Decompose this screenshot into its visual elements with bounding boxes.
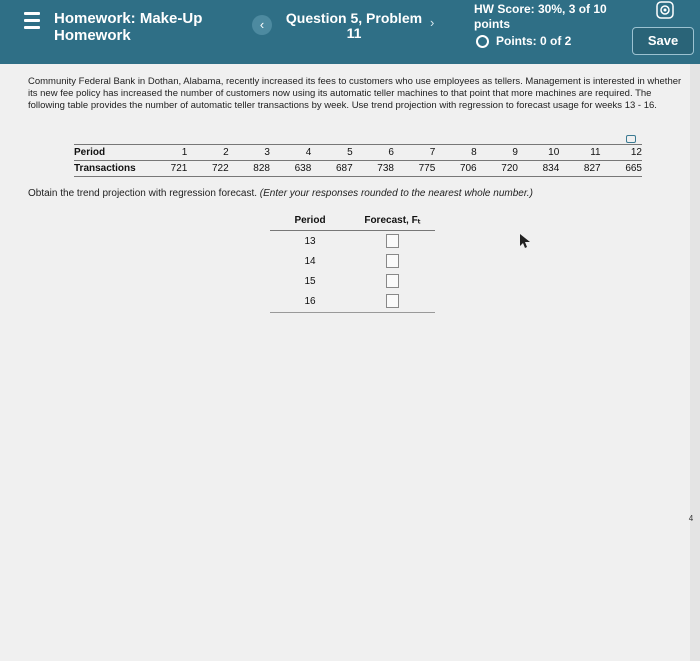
side-badge: 4 (688, 514, 694, 523)
prompt-lead: Obtain the trend projection with regression forecast. (28, 188, 258, 199)
forecast-cell (350, 291, 435, 313)
forecast-period-cell: 14 (304, 255, 316, 267)
forecast-period-cell: 13 (304, 235, 316, 247)
hw-score-line1: HW Score: 30%, 3 of 10 (474, 2, 607, 16)
forecast-input[interactable] (386, 294, 399, 308)
transactions-cell: 775 (394, 161, 435, 177)
period-cell: 7 (394, 145, 435, 161)
period-cell: 11 (559, 145, 600, 161)
forecast-period-header: Period (270, 213, 350, 231)
prompt-instruction: (Enter your responses rounded to the nearest whole number.) (259, 188, 533, 199)
homework-title-line2: Homework (54, 27, 131, 44)
forecast-row (270, 251, 435, 271)
transactions-cell: 721 (146, 161, 187, 177)
top-bar (0, 0, 700, 64)
period-cell: 12 (601, 145, 642, 161)
gear-icon[interactable] (654, 0, 676, 20)
forecast-input[interactable] (386, 274, 399, 288)
question-label-line2: 11 (346, 25, 362, 41)
chevron-right-icon[interactable]: › (430, 15, 435, 30)
hw-score-line2: points (474, 17, 510, 31)
period-cell: 4 (270, 145, 311, 161)
question-label-line1: Question 5, Problem (285, 10, 423, 26)
forecast-period-cell: 16 (270, 291, 350, 313)
period-cell: 9 (477, 145, 518, 161)
transactions-cell: 834 (518, 161, 559, 177)
period-cell: 2 (187, 145, 228, 161)
chevron-left-icon[interactable]: ‹ (252, 15, 272, 35)
forecast-input[interactable] (386, 254, 399, 268)
forecast-input[interactable] (386, 234, 399, 248)
points-status (476, 34, 571, 48)
period-cell: 10 (518, 145, 559, 161)
period-cell: 5 (311, 145, 352, 161)
period-cell: 6 (353, 145, 394, 161)
right-scroll-edge (690, 64, 700, 661)
homework-title-line1: Homework: Make-Up (54, 10, 203, 27)
menu-icon[interactable] (24, 12, 40, 30)
transactions-table (74, 144, 642, 177)
status-circle-icon (476, 35, 489, 48)
question-prompt (28, 188, 648, 199)
transactions-cell: 722 (187, 161, 228, 177)
period-row-header: Period (74, 145, 146, 161)
forecast-value-header: Forecast, Fₜ (350, 213, 435, 231)
forecast-row (270, 291, 435, 313)
transactions-row-header: Transactions (74, 161, 146, 177)
forecast-row (270, 231, 435, 252)
save-button[interactable]: Save (632, 27, 694, 55)
forecast-period-cell: 15 (304, 275, 316, 287)
points-label: Points: 0 of 2 (496, 34, 572, 48)
forecast-header-row (270, 213, 435, 231)
transactions-cell: 638 (270, 161, 311, 177)
forecast-cell (350, 271, 435, 291)
transactions-cell: 720 (477, 161, 518, 177)
forecast-cell (350, 231, 435, 252)
transactions-cell: 687 (311, 161, 352, 177)
period-row (74, 145, 642, 161)
question-label (284, 11, 424, 41)
problem-statement: Community Federal Bank in Dothan, Alabama, recently increased its fees to customers who use employees as tellers. Management is interested in whether its new fee policy has increased the number of customers now using its automatic teller machines to that point that more machines are required. The following table provides the number of automatic teller transactions by week. Use trend projection with regression to forecast usage for weeks 13 - 16. (28, 76, 682, 111)
transactions-cell: 828 (229, 161, 270, 177)
hw-score (474, 2, 634, 32)
transactions-cell: 665 (601, 161, 642, 177)
copy-table-icon[interactable] (626, 135, 636, 143)
question-content (0, 64, 700, 661)
period-cell: 3 (229, 145, 270, 161)
transactions-cell: 706 (435, 161, 476, 177)
period-cell: 1 (146, 145, 187, 161)
homework-title (54, 10, 234, 44)
mouse-cursor-icon (518, 233, 532, 249)
transactions-row (74, 161, 642, 177)
forecast-table (270, 213, 435, 313)
transactions-cell: 827 (559, 161, 600, 177)
forecast-row (270, 271, 435, 291)
transactions-cell: 738 (353, 161, 394, 177)
forecast-cell (350, 251, 435, 271)
period-cell: 8 (435, 145, 476, 161)
